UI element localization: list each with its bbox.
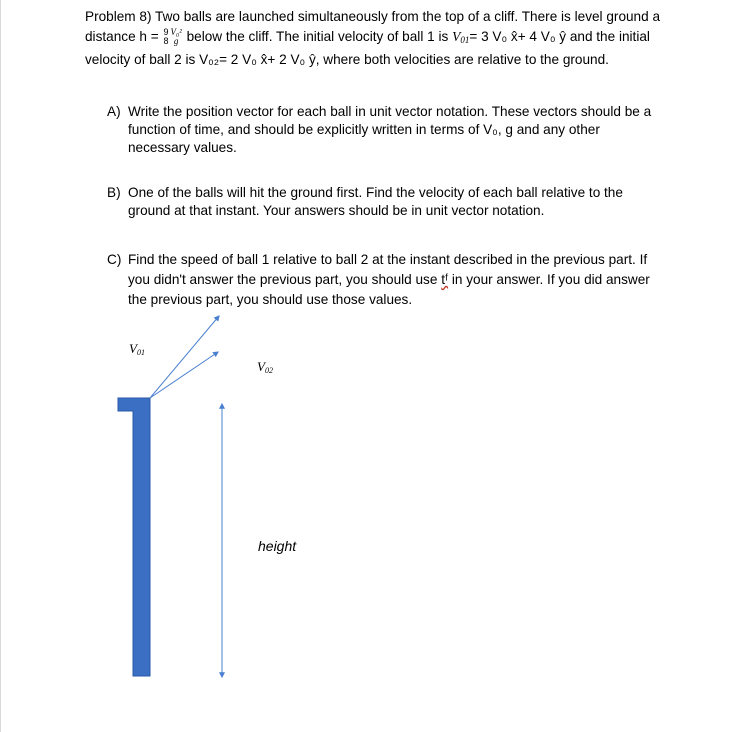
problem-intro-b: below the cliff. The initial velocity of ball 1 is	[182, 29, 453, 44]
part-c-text-b: in your answer. If you did answer the previous part, you should use those values.	[128, 272, 650, 307]
fraction-numerator: 9	[163, 27, 169, 38]
tf-symbol: tᶠ	[441, 272, 449, 287]
v01-arrow	[150, 316, 219, 398]
part-a-letter: A)	[107, 104, 121, 119]
fraction-denominator: 8	[163, 36, 169, 47]
v02-label	[257, 359, 273, 375]
fraction-numerator: V₀²	[170, 27, 182, 38]
part-b-letter: B)	[107, 185, 121, 200]
part-c-letter: C)	[107, 252, 122, 267]
part-a-text: Write the position vector for each ball in unit vector notation. These vectors should be a function of time, and should be explicitly written in terms of V₀, g and any other necessary values.	[128, 104, 652, 155]
v01-label-symbol: V	[129, 341, 137, 356]
v02-label-symbol: V	[257, 359, 265, 374]
v01-symbol: V	[452, 29, 461, 44]
height-label: height	[258, 538, 297, 554]
v01-subscript: 01	[460, 35, 470, 45]
part-c-text-a: Find the speed of ball 1 relative to ball 2 at the instant described in the previous part. If you didn't answer the previous part, you should use	[128, 252, 648, 287]
part-b-text: One of the balls will hit the ground first. Find the velocity of each ball relative to the ground at that instant. Your answers should be in unit vector notation.	[128, 185, 623, 218]
cliff-shape	[118, 398, 150, 676]
problem-intro-a: Problem 8) Two balls are launched simultaneously from the top of a cliff. There is level ground a distance h =	[85, 9, 661, 44]
problem-intro-c: = 3 V₀ x̂+ 4 V₀ ŷ and the initial velocity of ball 2 is V₀₂= 2 V₀ x̂+ 2 V₀ ŷ, where both velocities are relative to the ground.	[85, 29, 650, 67]
v01-label	[129, 341, 145, 357]
v01-label-subscript: 01	[136, 348, 145, 357]
fraction-denominator: g	[173, 36, 179, 47]
v02-arrow	[150, 352, 218, 398]
v02-label-subscript: 02	[264, 366, 273, 375]
